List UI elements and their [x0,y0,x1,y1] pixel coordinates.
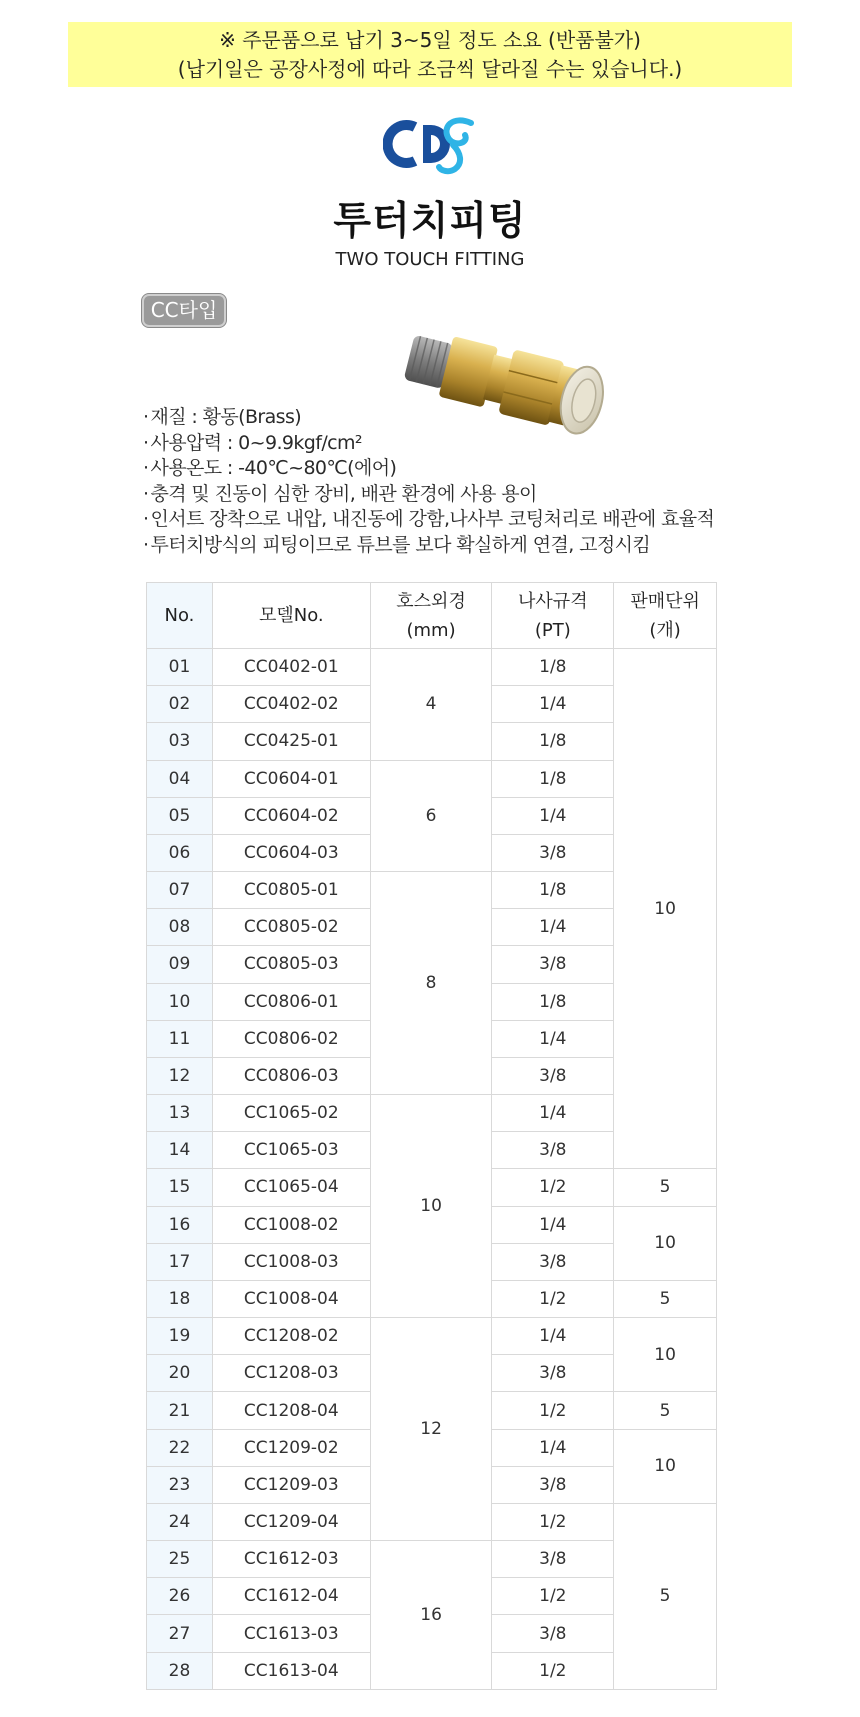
cell-thread-size: 3/8 [492,834,614,871]
cell-model: CC1065-03 [212,1132,370,1169]
cell-no: 01 [147,649,213,686]
cell-no: 23 [147,1466,213,1503]
cell-hose-diameter: 6 [370,760,492,872]
cell-no: 18 [147,1280,213,1317]
cell-hose-diameter: 8 [370,872,492,1095]
cell-model: CC1209-02 [212,1429,370,1466]
cell-thread-size: 1/8 [492,760,614,797]
cell-no: 03 [147,723,213,760]
cell-no: 10 [147,983,213,1020]
cell-thread-size: 1/8 [492,649,614,686]
spec-feature-insert: · 인서트 장착으로 내압, 내진동에 강함,나사부 코팅처리로 배관에 효율적 [143,507,714,533]
cell-model: CC1209-04 [212,1503,370,1540]
cell-no: 02 [147,686,213,723]
cell-model: CC1612-03 [212,1541,370,1578]
cell-thread-size: 3/8 [492,1615,614,1652]
cell-model: CC0805-01 [212,872,370,909]
cell-no: 04 [147,760,213,797]
cell-no: 28 [147,1652,213,1689]
cell-model: CC0806-02 [212,1020,370,1057]
header-thread-line-1: 나사규격 [518,590,588,612]
cell-no: 24 [147,1503,213,1540]
header-unit-line-2: (개) [649,619,681,641]
cell-model: CC1612-04 [212,1578,370,1615]
cell-sales-unit: 5 [614,1392,717,1429]
cell-no: 05 [147,797,213,834]
cell-model: CC0805-03 [212,946,370,983]
cell-no: 27 [147,1615,213,1652]
cell-model: CC1208-04 [212,1392,370,1429]
cell-no: 20 [147,1355,213,1392]
cell-model: CC0806-01 [212,983,370,1020]
cell-no: 19 [147,1318,213,1355]
cell-no: 09 [147,946,213,983]
notice-line-1: ※ 주문품으로 납기 3~5일 정도 소요 (반품불가) [219,28,641,52]
cell-model: CC1008-02 [212,1206,370,1243]
spec-feature-vibration: · 충격 및 진동이 심한 장비, 배관 환경에 사용 용이 [143,482,714,508]
cell-sales-unit: 5 [614,1280,717,1317]
cell-model: CC1008-04 [212,1280,370,1317]
cell-thread-size: 1/4 [492,1429,614,1466]
cell-model: CC0425-01 [212,723,370,760]
cell-model: CC0604-02 [212,797,370,834]
cell-thread-size: 1/4 [492,909,614,946]
cell-hose-diameter: 12 [370,1318,492,1541]
cell-thread-size: 1/4 [492,1020,614,1057]
cell-sales-unit: 10 [614,1206,717,1280]
header-thread-size [492,583,614,649]
spec-feature-two-touch: · 투터치방식의 피팅이므로 튜브를 보다 확실하게 연결, 고정시킴 [143,533,714,559]
product-subtitle: TWO TOUCH FITTING [335,249,525,270]
header-model: 모델No. [212,583,370,649]
cell-thread-size: 3/8 [492,1243,614,1280]
cell-thread-size: 3/8 [492,1355,614,1392]
order-notice [68,22,792,87]
cell-sales-unit: 10 [614,649,717,1169]
cell-model: CC0805-02 [212,909,370,946]
cell-no: 21 [147,1392,213,1429]
cell-thread-size: 3/8 [492,946,614,983]
cell-thread-size: 1/2 [492,1280,614,1317]
table-header-row [147,583,717,649]
cell-no: 26 [147,1578,213,1615]
cell-no: 13 [147,1095,213,1132]
header-thread-line-2: (PT) [534,619,571,641]
cell-thread-size: 1/4 [492,1318,614,1355]
product-title: 투터치피팅 [333,199,527,244]
cell-thread-size: 3/8 [492,1466,614,1503]
cell-model: CC1065-02 [212,1095,370,1132]
cell-thread-size: 1/4 [492,1206,614,1243]
cell-model: CC1065-04 [212,1169,370,1206]
cell-no: 22 [147,1429,213,1466]
cell-thread-size: 3/8 [492,1057,614,1094]
cell-model: CC0402-01 [212,649,370,686]
header-sales-unit [614,583,717,649]
cell-thread-size: 1/2 [492,1392,614,1429]
cell-no: 06 [147,834,213,871]
header-hose-line-1: 호스외경 [396,590,466,612]
cell-thread-size: 1/2 [492,1169,614,1206]
cell-model: CC1008-03 [212,1243,370,1280]
cell-thread-size: 1/2 [492,1503,614,1540]
cell-no: 11 [147,1020,213,1057]
notice-line-2: (납기일은 공장사정에 따라 조금씩 달라질 수는 있습니다.) [177,57,683,81]
cell-model: CC0604-01 [212,760,370,797]
cell-no: 16 [147,1206,213,1243]
cell-thread-size: 1/8 [492,723,614,760]
spec-list [143,405,714,558]
cell-model: CC1208-02 [212,1318,370,1355]
cell-model: CC1613-04 [212,1652,370,1689]
cell-model: CC0604-03 [212,834,370,871]
cell-no: 17 [147,1243,213,1280]
cell-hose-diameter: 16 [370,1541,492,1690]
header-hose-diameter [370,583,492,649]
cell-sales-unit: 10 [614,1318,717,1392]
cell-thread-size: 1/2 [492,1578,614,1615]
cell-model: CC0402-02 [212,686,370,723]
cell-thread-size: 1/8 [492,983,614,1020]
cell-sales-unit: 5 [614,1503,717,1689]
cell-thread-size: 3/8 [492,1541,614,1578]
cell-hose-diameter: 4 [370,649,492,761]
cell-hose-diameter: 10 [370,1095,492,1318]
spec-temperature: · 사용온도 : -40℃~80℃(에어) [143,456,714,482]
cell-model: CC0806-03 [212,1057,370,1094]
header-hose-line-2: (mm) [406,619,456,641]
cell-thread-size: 1/4 [492,797,614,834]
cell-no: 07 [147,872,213,909]
cell-model: CC1208-03 [212,1355,370,1392]
cell-thread-size: 1/4 [492,686,614,723]
cell-no: 25 [147,1541,213,1578]
model-spec-table [146,582,717,1690]
cell-no: 12 [147,1057,213,1094]
spec-pressure: · 사용압력 : 0~9.9kgf/cm² [143,431,714,457]
cell-model: CC1613-03 [212,1615,370,1652]
type-badge: CC타입 [142,294,226,327]
cell-model: CC1209-03 [212,1466,370,1503]
cell-sales-unit: 5 [614,1169,717,1206]
cell-sales-unit: 10 [614,1429,717,1503]
spec-material: · 재질 : 황동(Brass) [143,405,714,431]
cell-no: 15 [147,1169,213,1206]
cell-thread-size: 3/8 [492,1132,614,1169]
cell-thread-size: 1/2 [492,1652,614,1689]
table-row [147,649,717,686]
table-row [147,1318,717,1355]
cell-thread-size: 1/4 [492,1095,614,1132]
cell-thread-size: 1/8 [492,872,614,909]
header-no: No. [147,583,213,649]
cell-no: 08 [147,909,213,946]
brand-logo [383,113,479,175]
cell-no: 14 [147,1132,213,1169]
header-unit-line-1: 판매단위 [630,590,700,612]
